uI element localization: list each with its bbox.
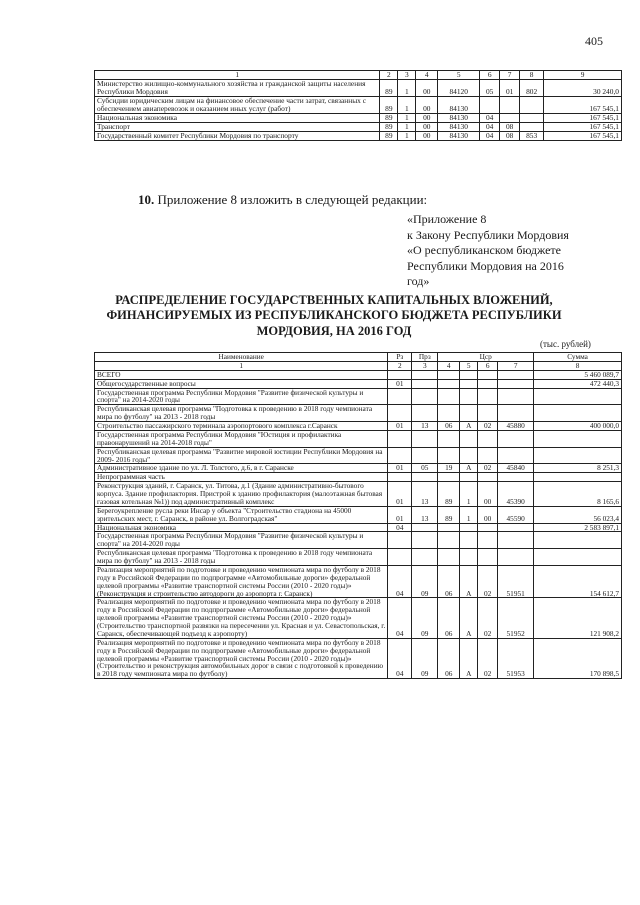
row-value-cell (460, 473, 478, 482)
row-value-cell (388, 447, 412, 464)
row-value-cell: 89 (380, 96, 398, 113)
appendix-line: «О республиканском бюджете (407, 243, 562, 258)
row-value-cell: 1 (398, 113, 416, 122)
row-value-cell: 04 (480, 113, 500, 122)
row-name-cell: Реализация мероприятий по подготовке и проведению чемпионата мира по футболу в 2018 году в Российской Федерации по подпрограмме «Автомобильные дороги» федеральной целевой программы «Развитие транспортной системы России (2010 - 2020 годы)» (Реконструкция и строительство автодороги до аэропорта г. Саранск) (95, 565, 388, 598)
row-value-cell: 170 898,5 (534, 638, 622, 678)
row-value-cell (412, 405, 438, 422)
row-value-cell (388, 430, 412, 447)
table-row (95, 388, 622, 405)
row-value-cell: 06 (438, 422, 460, 431)
row-value-cell: 02 (478, 638, 498, 678)
row-name-cell: Реконструкция зданий, г. Саранск, ул. Титова, д.1 (Здание административно-бытового корпуса. Здание профилактория. Пристрой к зданию профилактория (малоэтажная бытовая газовая котельная №1)) под административный комплекс (95, 482, 388, 507)
table-row (95, 532, 622, 549)
capital-investments-table (94, 352, 622, 679)
page-number: 405 (585, 34, 603, 48)
header-rz: Рз (388, 353, 412, 362)
header-prz: Прз (412, 353, 438, 362)
row-value-cell: 01 (388, 464, 412, 473)
column-number-cell: 3 (412, 361, 438, 370)
table-row (95, 379, 622, 388)
table-row (95, 80, 622, 97)
row-value-cell: 00 (416, 131, 438, 140)
row-value-cell (460, 532, 478, 549)
row-value-cell: 00 (416, 80, 438, 97)
row-value-cell: 04 (388, 638, 412, 678)
column-number-cell: 4 (438, 361, 460, 370)
row-value-cell (412, 523, 438, 532)
table-row (95, 405, 622, 422)
row-value-cell: 853 (520, 131, 544, 140)
row-name-cell: Транспорт (95, 122, 380, 131)
row-value-cell (388, 532, 412, 549)
row-value-cell (478, 447, 498, 464)
row-value-cell: 167 545,1 (544, 96, 622, 113)
row-value-cell: 02 (478, 422, 498, 431)
row-value-cell: 167 545,1 (544, 113, 622, 122)
row-value-cell (388, 473, 412, 482)
row-value-cell: А (460, 598, 478, 638)
row-value-cell: 06 (438, 638, 460, 678)
row-value-cell: 02 (478, 598, 498, 638)
row-value-cell: 30 240,0 (544, 80, 622, 97)
row-value-cell: 01 (388, 379, 412, 388)
row-value-cell (388, 405, 412, 422)
row-value-cell: 51953 (498, 638, 534, 678)
row-value-cell: 02 (478, 464, 498, 473)
table-row (95, 370, 622, 379)
row-value-cell: 56 023,4 (534, 506, 622, 523)
row-value-cell: 45590 (498, 506, 534, 523)
table-row (95, 638, 622, 678)
row-value-cell (498, 523, 534, 532)
row-value-cell: 8 251,3 (534, 464, 622, 473)
column-number-row (95, 361, 622, 370)
row-value-cell: 45840 (498, 464, 534, 473)
row-value-cell: 00 (478, 506, 498, 523)
row-value-cell: 04 (480, 131, 500, 140)
row-value-cell (478, 379, 498, 388)
row-value-cell: 01 (500, 80, 520, 97)
row-value-cell (412, 388, 438, 405)
column-number-cell: 5 (460, 361, 478, 370)
row-value-cell (478, 532, 498, 549)
row-value-cell: А (460, 464, 478, 473)
row-value-cell: 84130 (438, 113, 480, 122)
column-number-cell: 2 (388, 361, 412, 370)
appendix-reference (407, 212, 569, 290)
row-value-cell (478, 549, 498, 566)
row-value-cell: 00 (416, 122, 438, 131)
units-label: (тыс. рублей) (540, 339, 591, 349)
row-name-cell: Национальная экономика (95, 523, 388, 532)
amendment-instruction (138, 192, 427, 208)
row-value-cell: 19 (438, 464, 460, 473)
column-number-cell: 8 (520, 71, 544, 80)
row-value-cell (388, 370, 412, 379)
header-name: Наименование (95, 353, 388, 362)
row-value-cell: 89 (438, 482, 460, 507)
row-value-cell (438, 549, 460, 566)
row-value-cell: 08 (500, 131, 520, 140)
row-value-cell: 01 (388, 506, 412, 523)
row-value-cell (388, 549, 412, 566)
row-value-cell (478, 430, 498, 447)
row-value-cell: 167 545,1 (544, 131, 622, 140)
row-value-cell: А (460, 565, 478, 598)
column-number-cell: 9 (544, 71, 622, 80)
row-value-cell: 5 460 089,7 (534, 370, 622, 379)
row-value-cell: 472 440,3 (534, 379, 622, 388)
row-value-cell (534, 388, 622, 405)
row-value-cell: 89 (380, 80, 398, 97)
header-sum: Сумма (534, 353, 622, 362)
row-value-cell: 802 (520, 80, 544, 97)
column-number-cell: 6 (480, 71, 500, 80)
row-value-cell: 51952 (498, 598, 534, 638)
row-value-cell (534, 405, 622, 422)
row-value-cell (460, 447, 478, 464)
row-value-cell (412, 473, 438, 482)
column-number-cell: 7 (498, 361, 534, 370)
row-value-cell: 89 (380, 113, 398, 122)
row-value-cell (480, 96, 500, 113)
table-header-row (95, 353, 622, 362)
row-name-cell: Национальная экономика (95, 113, 380, 122)
row-value-cell (412, 532, 438, 549)
row-name-cell: Министерство жилищно-коммунального хозяйства и гражданской защиты населения Республики Мордовия (95, 80, 380, 97)
row-value-cell (438, 379, 460, 388)
table-row (95, 598, 622, 638)
table-row (95, 464, 622, 473)
column-number-cell: 7 (500, 71, 520, 80)
row-value-cell (438, 388, 460, 405)
row-value-cell (478, 405, 498, 422)
column-number-cell: 8 (534, 361, 622, 370)
row-value-cell (520, 96, 544, 113)
row-value-cell: 1 (398, 131, 416, 140)
table-row (95, 447, 622, 464)
row-value-cell (478, 388, 498, 405)
appendix-line: к Закону Республики Мордовия (407, 227, 569, 242)
row-value-cell: 04 (388, 523, 412, 532)
row-value-cell (534, 447, 622, 464)
row-value-cell: 400 000,0 (534, 422, 622, 431)
table-row (95, 565, 622, 598)
row-value-cell: 09 (412, 598, 438, 638)
row-value-cell: А (460, 638, 478, 678)
row-value-cell: 51951 (498, 565, 534, 598)
row-name-cell: Реализация мероприятий по подготовке и проведению чемпионата мира по футболу в 2018 году в Российской Федерации по подпрограмме «Автомобильные дороги» федеральной целевой программы «Развитие транспортной системы России (2010 - 2020 годы)» (Строительство и реконструкция автомобильных дорог в связи с подготовкой к проведению в 2018 году чемпионата мира по футболу) (95, 638, 388, 678)
row-value-cell (460, 523, 478, 532)
row-value-cell (534, 532, 622, 549)
row-value-cell: 05 (480, 80, 500, 97)
row-name-cell: Государственная программа Республики Мордовия "Юстиция и профилактика правонарушений на 2014-2018 годы" (95, 430, 388, 447)
row-value-cell: 09 (412, 638, 438, 678)
row-name-cell: Субсидии юридическим лицам на финансовое обеспечение части затрат, связанных с обеспечением авиаперевозок и оказанием иных услуг (работ) (95, 96, 380, 113)
row-value-cell: 05 (412, 464, 438, 473)
row-value-cell: 1 (460, 482, 478, 507)
row-value-cell: 00 (416, 113, 438, 122)
row-value-cell: 89 (438, 506, 460, 523)
row-value-cell (460, 379, 478, 388)
table-row (95, 113, 622, 122)
row-value-cell: 84130 (438, 96, 480, 113)
row-value-cell (498, 370, 534, 379)
row-value-cell (478, 370, 498, 379)
column-number-cell: 1 (95, 361, 388, 370)
row-name-cell: Реализация мероприятий по подготовке и проведению чемпионата мира по футболу в 2018 году в Российской Федерации по подпрограмме «Автомобильные дороги» федеральной целевой программы «Развитие транспортной системы России (2010 - 2020 годы)» (Строительство транспортной развязки на пересечении ул. Красная и ул. Севастопольская, г. Саранск, обеспечивающей подъезд к аэропорту) (95, 598, 388, 638)
row-value-cell: А (460, 422, 478, 431)
row-value-cell (412, 370, 438, 379)
row-value-cell (438, 523, 460, 532)
row-value-cell (478, 523, 498, 532)
row-value-cell (412, 549, 438, 566)
row-value-cell (498, 532, 534, 549)
column-number-cell: 4 (416, 71, 438, 80)
row-value-cell: 1 (398, 96, 416, 113)
row-name-cell: Республиканская целевая программа "Подготовка к проведению в 2018 году чемпионата мира по футболу" на 2013 - 2018 годы (95, 405, 388, 422)
row-value-cell (498, 388, 534, 405)
row-value-cell (500, 96, 520, 113)
row-value-cell: 2 583 897,1 (534, 523, 622, 532)
row-value-cell (412, 379, 438, 388)
row-value-cell: 89 (380, 122, 398, 131)
row-value-cell: 02 (478, 565, 498, 598)
column-number-cell: 1 (95, 71, 380, 80)
row-value-cell: 08 (500, 122, 520, 131)
table-row (95, 506, 622, 523)
row-value-cell: 45880 (498, 422, 534, 431)
row-value-cell (438, 370, 460, 379)
row-value-cell (534, 473, 622, 482)
row-value-cell: 84130 (438, 122, 480, 131)
row-value-cell (438, 532, 460, 549)
row-value-cell: 04 (388, 565, 412, 598)
row-value-cell (498, 473, 534, 482)
row-name-cell: ВСЕГО (95, 370, 388, 379)
table-row (95, 549, 622, 566)
document-title: РАСПРЕДЕЛЕНИЕ ГОСУДАРСТВЕННЫХ КАПИТАЛЬНЫХ ВЛОЖЕНИЙ, ФИНАНСИРУЕМЫХ ИЗ РЕСПУБЛИКАНСКОГО БЮДЖЕТА РЕСПУБЛИКИ МОРДОВИЯ, НА 2016 ГОД (106, 293, 562, 338)
row-value-cell: 1 (398, 122, 416, 131)
table-row (95, 482, 622, 507)
row-value-cell (438, 405, 460, 422)
column-number-cell: 2 (380, 71, 398, 80)
row-value-cell (460, 388, 478, 405)
expenditure-table-fragment (94, 70, 622, 141)
instruction-text: Приложение 8 изложить в следующей редакции: (157, 192, 428, 207)
row-value-cell: 13 (412, 506, 438, 523)
row-value-cell: 13 (412, 482, 438, 507)
row-value-cell (438, 473, 460, 482)
row-value-cell (498, 549, 534, 566)
row-value-cell (460, 370, 478, 379)
instruction-number: 10. (138, 192, 155, 207)
row-value-cell: 1 (460, 506, 478, 523)
header-csr: Цср (438, 353, 534, 362)
row-value-cell (534, 430, 622, 447)
table-row (95, 430, 622, 447)
row-name-cell: Общегосударственные вопросы (95, 379, 388, 388)
row-value-cell: 01 (388, 482, 412, 507)
appendix-line: Республики Мордовия на 2016 (407, 258, 564, 273)
row-value-cell: 154 612,7 (534, 565, 622, 598)
appendix-line: «Приложение 8 (407, 212, 487, 226)
column-number-cell: 6 (478, 361, 498, 370)
row-value-cell: 8 165,6 (534, 482, 622, 507)
row-name-cell: Административное здание по ул. Л. Толстого, д.6, в г. Саранске (95, 464, 388, 473)
row-value-cell (412, 430, 438, 447)
row-value-cell: 13 (412, 422, 438, 431)
row-value-cell (498, 405, 534, 422)
column-number-cell: 3 (398, 71, 416, 80)
row-value-cell (438, 430, 460, 447)
row-value-cell: 84130 (438, 131, 480, 140)
row-value-cell: 09 (412, 565, 438, 598)
row-value-cell (388, 388, 412, 405)
row-value-cell: 04 (480, 122, 500, 131)
row-value-cell (498, 447, 534, 464)
row-value-cell (478, 473, 498, 482)
row-value-cell: 89 (380, 131, 398, 140)
row-value-cell (534, 549, 622, 566)
row-value-cell (498, 430, 534, 447)
table-row (95, 131, 622, 140)
row-value-cell: 84120 (438, 80, 480, 97)
row-name-cell: Непрограммная часть (95, 473, 388, 482)
row-value-cell (460, 549, 478, 566)
row-name-cell: Строительство пассажирского терминала аэропортового комплекса г.Саранск (95, 422, 388, 431)
row-value-cell: 1 (398, 80, 416, 97)
row-value-cell: 06 (438, 565, 460, 598)
table-row (95, 96, 622, 113)
row-value-cell: 45390 (498, 482, 534, 507)
row-name-cell: Государственная программа Республики Мордовия "Развитие физической культуры и спорта" на 2014-2020 годы (95, 388, 388, 405)
row-value-cell (412, 447, 438, 464)
appendix-line: год» (407, 274, 430, 289)
row-value-cell: 01 (388, 422, 412, 431)
row-value-cell: 00 (416, 96, 438, 113)
row-name-cell: Берегоукрепление русла реки Инсар у объекта "Строительство стадиона на 45000 зрительских мест, г. Саранск, в районе ул. Волгоградская" (95, 506, 388, 523)
row-value-cell (460, 430, 478, 447)
row-value-cell: 00 (478, 482, 498, 507)
row-value-cell: 06 (438, 598, 460, 638)
row-value-cell (460, 405, 478, 422)
row-value-cell: 167 545,1 (544, 122, 622, 131)
row-value-cell: 121 908,2 (534, 598, 622, 638)
column-number-cell: 5 (438, 71, 480, 80)
row-name-cell: Государственный комитет Республики Мордовия по транспорту (95, 131, 380, 140)
row-value-cell (498, 379, 534, 388)
row-name-cell: Республиканская целевая программа "Развитие мировой юстиции Республики Мордовия на 2009- 2016 годы" (95, 447, 388, 464)
row-value-cell: 04 (388, 598, 412, 638)
row-name-cell: Республиканская целевая программа "Подготовка к проведению в 2018 году чемпионата мира по футболу" на 2013 - 2018 годы (95, 549, 388, 566)
row-value-cell (520, 113, 544, 122)
row-name-cell: Государственная программа Республики Мордовия "Развитие физической культуры и спорта" на 2014-2020 годы (95, 532, 388, 549)
row-value-cell (438, 447, 460, 464)
